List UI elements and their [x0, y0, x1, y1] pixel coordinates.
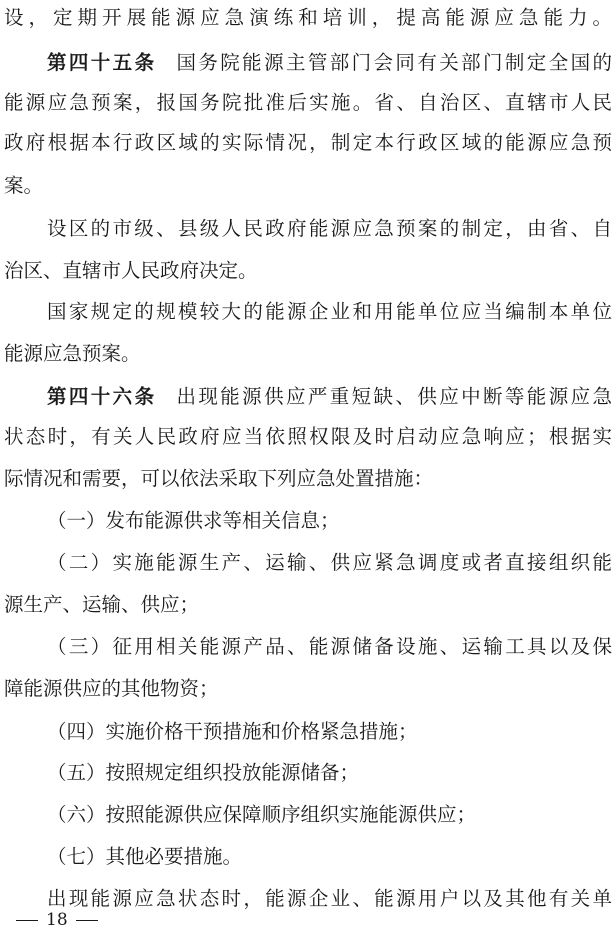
article-46-first-line [47, 381, 612, 413]
text-line: 源生产、运输、供应； [4, 593, 200, 616]
footer-dash-right [76, 920, 98, 921]
text-line: 能源应急预案。 [4, 342, 141, 365]
text-line: 国家规定的规模较大的能源企业和用能单位应当编制本单位 [47, 300, 612, 323]
text-line: 设区的市级、县级人民政府能源应急预案的制定，由省、自 [47, 217, 612, 240]
text-line: 政府根据本行政区域的实际情况，制定本行政区域的能源应急预 [4, 131, 612, 154]
text-line: 设，定期开展能源应急演练和培训，提高能源应急能力。 [4, 6, 612, 29]
footer-dash-left [16, 920, 38, 921]
text-line: 际情况和需要，可以依法采取下列应急处置措施： [4, 467, 434, 490]
list-item: （六）按照能源供应保障顺序组织实施能源供应； [47, 803, 477, 826]
article-text: 国务院能源主管部门会同有关部门制定全国的 [176, 51, 612, 74]
list-item: （七）其他必要措施。 [47, 845, 243, 868]
text-line: 状态时，有关人民政府应当依照权限及时启动应急响应；根据实 [4, 425, 612, 448]
text-line: 治区、直辖市人民政府决定。 [4, 259, 258, 282]
article-45-first-line [47, 47, 612, 79]
text-line: 能源应急预案，报国务院批准后实施。省、自治区、直辖市人民 [4, 91, 612, 114]
list-item: （四）实施价格干预措施和价格紧急措施； [47, 720, 418, 743]
article-heading: 第四十五条 [47, 51, 157, 74]
list-item: （五）按照规定组织投放能源储备； [47, 761, 360, 784]
text-line: 障能源供应的其他物资； [4, 677, 219, 700]
list-item: （二）实施能源生产、运输、供应紧急调度或者直接组织能 [47, 551, 612, 574]
list-item: （三）征用相关能源产品、能源储备设施、运输工具以及保 [47, 635, 612, 658]
article-heading: 第四十六条 [47, 385, 157, 408]
page-footer [8, 906, 106, 934]
text-line: 出现能源应急状态时，能源企业、能源用户以及其他有关单 [47, 887, 612, 910]
list-item: （一）发布能源供求等相关信息； [47, 509, 340, 532]
article-text: 出现能源供应严重短缺、供应中断等能源应急 [176, 385, 612, 408]
page-number: 18 [46, 910, 68, 930]
text-line: 案。 [4, 174, 44, 197]
